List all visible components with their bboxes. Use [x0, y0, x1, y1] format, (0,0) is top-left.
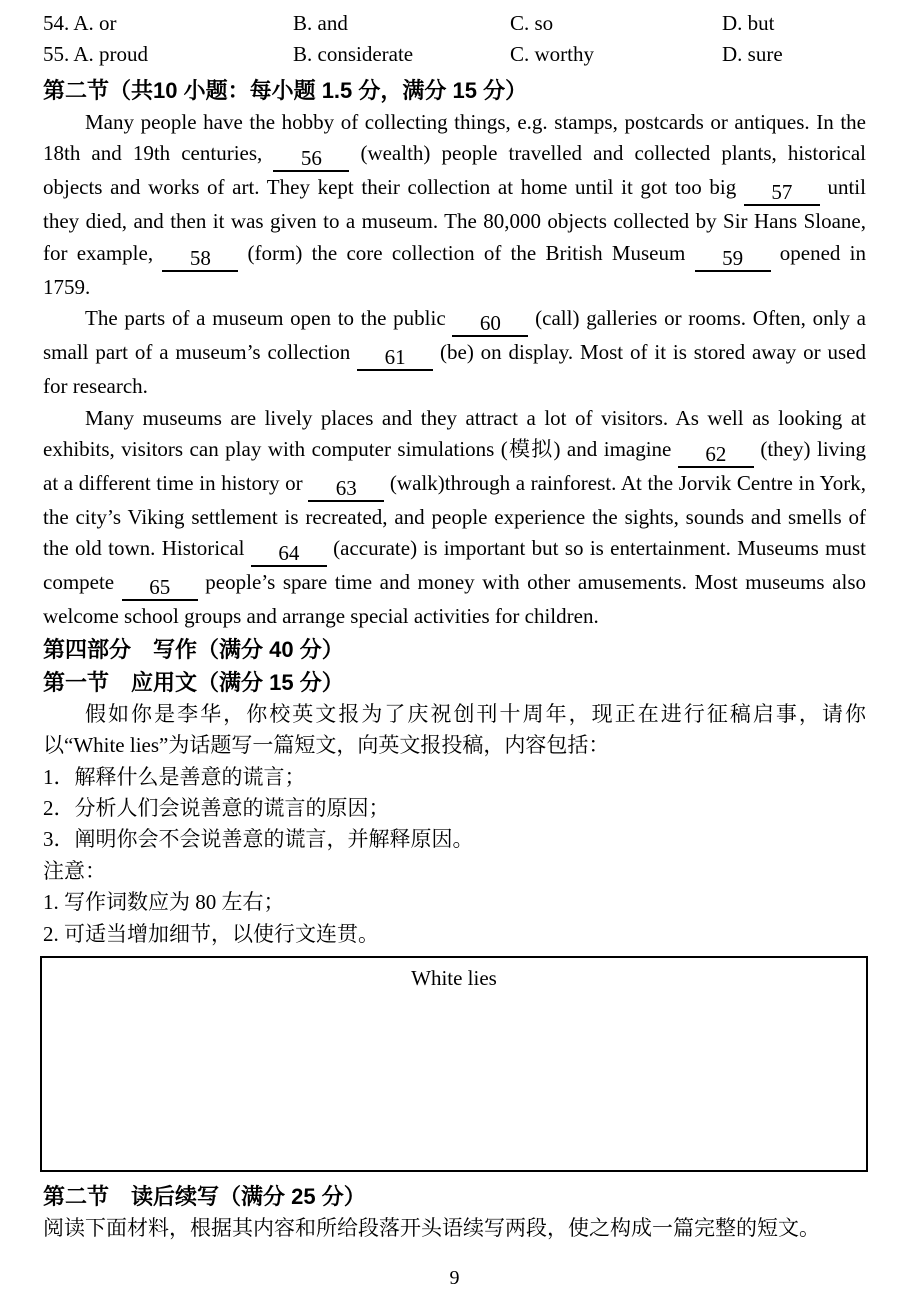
cloze-text: (they) living at a different time in history or: [43, 437, 866, 496]
blank-65: 65: [122, 575, 198, 601]
cloze-text: (call) galleries or rooms. Often, only a small part of a museum’s collection: [43, 306, 867, 365]
essay-prompt: 假如你是李华，你校英文报为了庆祝创刊十周年，现正在进行征稿启事，请你以“White lies”为话题写一篇短文，向英文报投稿，内容包括：: [43, 701, 866, 758]
blank-59: 59: [695, 246, 771, 272]
option-55-d: D. sure: [722, 42, 783, 66]
note-2: 2. 可适当增加细节，以使行文连贯。: [43, 921, 379, 946]
part4-heading: 第四部分 写作（满分 40 分）: [43, 636, 344, 662]
cloze-text: (accurate) is important but so is entertainment. Museums must compete: [43, 536, 866, 595]
page-number: 9: [449, 1266, 460, 1289]
cloze-text: Many museums are lively places and they attract a lot of visitors. As well as looking at exhibits, visitors can play with computer simulations (模拟) and imagine: [43, 405, 866, 462]
option-55-b: B. considerate: [293, 42, 414, 66]
option-row-55: [43, 39, 866, 70]
blank-60: 60: [452, 311, 528, 337]
essay-point-1: 1．解释什么是善意的谎言；: [43, 764, 306, 789]
mc-options: [43, 8, 866, 70]
note-1: 1. 写作词数应为 80 左右；: [43, 890, 285, 915]
writing-answer-box: [40, 956, 868, 1172]
section2b-heading: 第二节 读后续写（满分 25 分）: [43, 1184, 366, 1210]
option-row-54: [43, 8, 866, 39]
cloze-paragraph-2: [43, 303, 866, 402]
cloze-text: people’s spare time and money with other amusements. Most museums also welcome school groups and arrange special activities for children.: [43, 570, 866, 629]
essay-point-2: 2．分析人们会说善意的谎言的原因；: [43, 796, 390, 821]
cloze-text: The parts of a museum open to the public: [85, 306, 453, 331]
blank-64: 64: [251, 541, 327, 567]
notes-label: 注意：: [43, 858, 106, 883]
cloze-text: (wealth) people travelled and collected plants, historical objects and works of art. They kept their collection at home until it got too big: [43, 141, 867, 200]
cloze-text: until they died, and then it was given to a museum. The 80,000 objects collected by Sir Hans Sloane, for example,: [43, 175, 866, 265]
section1-writing-heading: 第一节 应用文（满分 15 分）: [43, 669, 344, 695]
cloze-text: Many people have the hobby of collecting things, e.g. stamps, postcards or antiques. In the 18th and 19th centuries,: [43, 110, 866, 166]
cloze-paragraph-1: [43, 107, 866, 303]
writing-box-title: White lies: [411, 966, 497, 991]
option-55-c: C. worthy: [510, 42, 594, 66]
blank-62: 62: [678, 442, 754, 468]
cloze-text: opened in 1759.: [43, 240, 866, 299]
option-54-c: C. so: [510, 11, 554, 35]
blank-57: 57: [744, 180, 820, 206]
option-54-b: B. and: [293, 11, 348, 35]
cloze-text: (walk)through a rainforest. At the Jorvik Centre in York, the city’s Viking settlement is recreated, and people experience the sights, sounds and smells of the old town. Historical: [43, 471, 866, 561]
cloze-text: (form) the core collection of the British Museum: [238, 240, 695, 265]
blank-63: 63: [308, 476, 384, 502]
option-55-a: 55. A. proud: [43, 42, 148, 66]
option-54-a: 54. A. or: [43, 11, 117, 35]
blank-61: 61: [357, 345, 433, 371]
section2-heading: 第二节（共10 小题：每小题 1.5 分，满分 15 分）: [43, 78, 528, 103]
blank-56: 56: [273, 146, 349, 172]
continuation-instruction: 阅读下面材料，根据其内容和所给段落开头语续写两段，使之构成一篇完整的短文。: [43, 1216, 820, 1241]
cloze-text: (be) on display. Most of it is stored away or used for research.: [43, 340, 866, 399]
essay-point-3: 3．阐明你会不会说善意的谎言，并解释原因。: [43, 827, 474, 852]
option-54-d: D. but: [722, 11, 775, 35]
cloze-paragraph-3: [43, 403, 866, 633]
blank-58: 58: [162, 246, 238, 272]
